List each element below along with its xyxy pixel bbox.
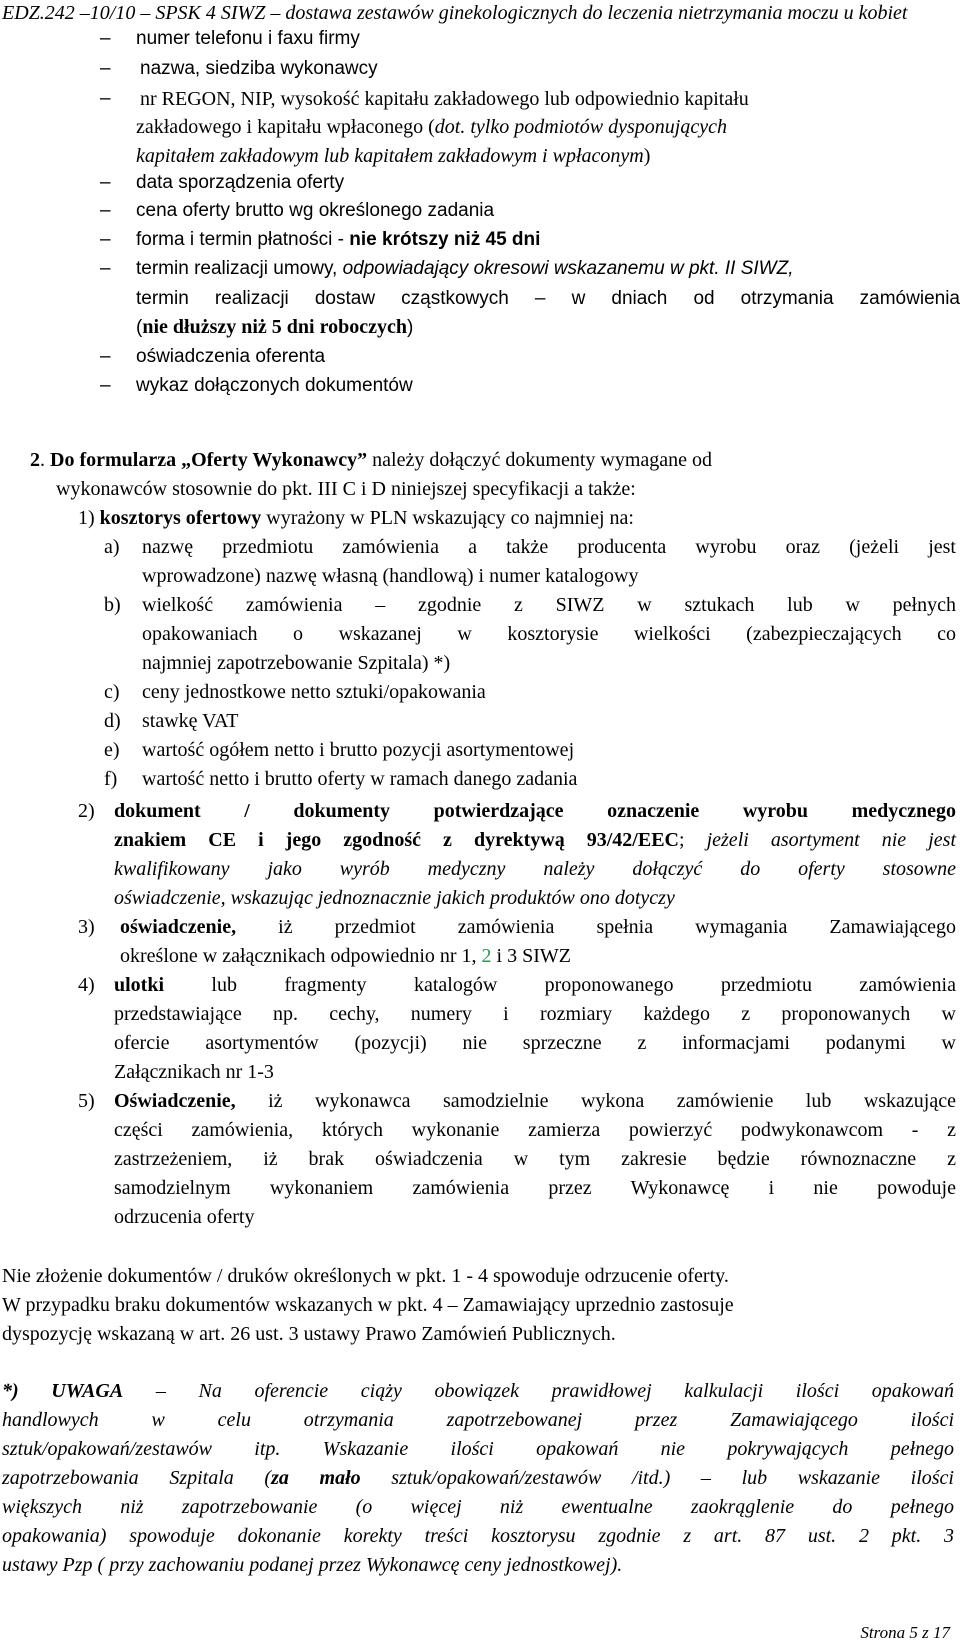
list-item-text: samodzielnym wykonaniem zamówienia przez Wykonawcę i nie powoduje xyxy=(114,1177,956,1199)
list-item-text: numer telefonu i faxu firmy xyxy=(136,28,360,49)
list-item-text: nr REGON, NIP, wysokość kapitału zakładowego lub odpowiednio kapitału xyxy=(140,88,749,110)
dash-marker: – xyxy=(100,229,111,250)
page-number: Strona 5 z 17 xyxy=(860,1623,950,1642)
section-2-heading: 2. Do formularza „Oferty Wykonawcy” należy dołączyć dokumenty wymagane od xyxy=(30,449,713,471)
sub-item-label: b) xyxy=(104,594,121,616)
list-item-text: nazwa, siedziba wykonawcy xyxy=(140,58,378,79)
list-item-text: oświadczenia oferenta xyxy=(136,346,326,367)
list-item-continuation: kapitałem zakładowym lub kapitałem zakładowym i wpłaconym) xyxy=(136,145,651,167)
list-item-text: oświadczenie, wskazując jednoznacznie jakich produktów ono dotyczy xyxy=(114,887,675,909)
sub-item-label: e) xyxy=(104,739,120,761)
list-item-text: oświadczenie, iż przedmiot zamówienia spełnia wymagania Zamawiającego xyxy=(120,916,956,938)
sub-item-text: wartość ogółem netto i brutto pozycji asortymentowej xyxy=(142,739,575,761)
sub-item-text: ceny jednostkowe netto sztuki/opakowania xyxy=(142,681,486,703)
note-line: handlowych w celu otrzymania zapotrzebowanej przez Zamawiającego ilości xyxy=(2,1409,954,1431)
list-item-text: ulotki lub fragmenty katalogów proponowanego przedmiotu zamówienia xyxy=(114,974,956,996)
list-item-text: wykaz dołączonych dokumentów xyxy=(136,375,413,396)
list-item-text: dokument / dokumenty potwierdzające oznaczenie wyrobu medycznego xyxy=(114,800,956,822)
list-item-number: 2) xyxy=(78,800,95,822)
list-item-text: znakiem CE i jego zgodność z dyrektywą 93/42/EEC; jeżeli asortyment nie jest xyxy=(114,829,956,851)
dash-marker: – xyxy=(100,375,111,396)
list-item-text: Oświadczenie, iż wykonawca samodzielnie wykona zamówienie lub wskazujące xyxy=(114,1090,956,1112)
dash-marker: – xyxy=(100,88,111,109)
sub-item-text: wprowadzone) nazwę własną (handlową) i numer katalogowy xyxy=(142,565,639,587)
sub-item-text: wielkość zamówienia – zgodnie z SIWZ w sztukach lub w pełnych xyxy=(142,594,956,616)
list-item-text: określone w załącznikach odpowiednio nr 1, 2 i 3 SIWZ xyxy=(120,945,571,967)
paragraph-line: Nie złożenie dokumentów / druków określonych w pkt. 1 - 4 spowoduje odrzucenie oferty. xyxy=(2,1265,729,1287)
dash-marker: – xyxy=(100,258,111,279)
sub-item-text: stawkę VAT xyxy=(142,710,239,732)
sub-item-text: wartość netto i brutto oferty w ramach danego zadania xyxy=(142,768,578,790)
list-item-number: 5) xyxy=(78,1090,95,1112)
paragraph-line: W przypadku braku dokumentów wskazanych w pkt. 4 – Zamawiający uprzednio zastosuje xyxy=(2,1294,734,1316)
paragraph-line: dyspozycję wskazaną w art. 26 ust. 3 ustawy Prawo Zamówień Publicznych. xyxy=(2,1323,616,1345)
list-item-text: Załącznikach nr 1-3 xyxy=(114,1061,274,1083)
section-2-text: wykonawców stosownie do pkt. III C i D niniejszej specyfikacji a także: xyxy=(56,478,636,500)
sub-item-label: a) xyxy=(104,536,120,558)
sub-item-text: opakowaniach o wskazanej w kosztorysie wielkości (zabezpieczających co xyxy=(142,623,956,645)
list-item-number: 3) xyxy=(78,916,95,938)
dash-marker: – xyxy=(100,172,111,193)
list-item-text: części zamówienia, których wykonanie zamierza powierzyć podwykonawcom - z xyxy=(114,1119,956,1141)
list-item-text: forma i termin płatności - nie krótszy niż 45 dni xyxy=(136,229,541,250)
dash-marker: – xyxy=(100,346,111,367)
list-item-text: ofercie asortymentów (pozycji) nie sprzeczne z informacjami podanymi w xyxy=(114,1032,956,1054)
list-item-text: zastrzeżeniem, iż brak oświadczenia w tym zakresie będzie równoznaczne z xyxy=(114,1148,956,1170)
document-header: EDZ.242 –10/10 – SPSK 4 SIWZ – dostawa zestawów ginekologicznych do leczenia nietrzymania moczu u kobiet xyxy=(2,2,908,24)
sub-item-text: najmniej zapotrzebowanie Szpitala) *) xyxy=(142,652,451,674)
dash-marker: – xyxy=(100,58,111,79)
sub-item-label: c) xyxy=(104,681,120,703)
list-item-text: kwalifikowany jako wyrób medyczny należy dołączyć do oferty stosowne xyxy=(114,858,956,880)
list-item-text: termin realizacji umowy, odpowiadający okresowi wskazanemu w pkt. II SIWZ, xyxy=(136,258,794,279)
list-item-continuation: termin realizacji dostaw cząstkowych – w dniach od otrzymania zamówienia xyxy=(136,288,960,309)
list-item-kosztorys: 1) kosztorys ofertowy wyrażony w PLN wskazujący co najmniej na: xyxy=(78,507,634,529)
list-item-number: 4) xyxy=(78,974,95,996)
note-line: opakowania) spowoduje dokonanie korekty treści kosztorysu zgodnie z art. 87 ust. 2 pkt. 3 xyxy=(2,1525,954,1547)
note-line: sztuk/opakowań/zestawów itp. Wskazanie ilości opakowań nie pokrywających pełnego xyxy=(2,1438,954,1460)
dash-marker: – xyxy=(100,28,111,49)
sub-item-label: f) xyxy=(104,768,118,790)
list-item-text: data sporządzenia oferty xyxy=(136,172,345,193)
list-item-text: przedstawiające np. cechy, numery i rozmiary każdego z proponowanych w xyxy=(114,1003,956,1025)
sub-item-label: d) xyxy=(104,710,121,732)
dash-marker: – xyxy=(100,200,111,221)
list-item-continuation: zakładowego i kapitału wpłaconego (dot. tylko podmiotów dysponujących xyxy=(136,116,727,138)
note-line: zapotrzebowania Szpitala (za mało sztuk/opakowań/zestawów /itd.) – lub wskazanie ilości xyxy=(2,1467,954,1489)
note-line: ustawy Pzp ( przy zachowaniu podanej przez Wykonawcę ceny jednostkowej). xyxy=(2,1554,623,1576)
list-item-text: cena oferty brutto wg określonego zadania xyxy=(136,200,495,221)
sub-item-text: nazwę przedmiotu zamówienia a także producenta wyrobu oraz (jeżeli jest xyxy=(142,536,956,558)
note-line: *) UWAGA – Na oferencie ciąży obowiązek prawidłowej kalkulacji ilości opakowań xyxy=(2,1380,954,1402)
note-line: większych niż zapotrzebowanie (o więcej niż ewentualne zaokrąglenie do pełnego xyxy=(2,1496,954,1518)
list-item-text: odrzucenia oferty xyxy=(114,1206,255,1228)
list-item-continuation: (nie dłuższy niż 5 dni roboczych) xyxy=(136,316,414,338)
